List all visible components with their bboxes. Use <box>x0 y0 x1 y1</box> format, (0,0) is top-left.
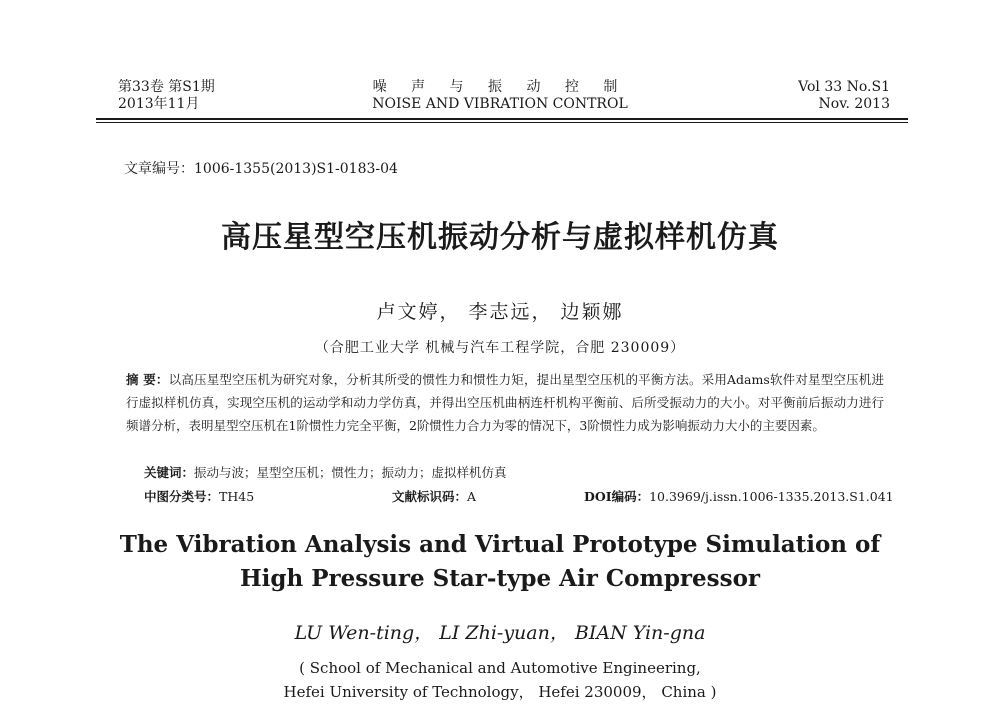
keywords-label: 关键词： <box>144 465 195 480</box>
header-rule-thin <box>96 122 908 123</box>
volume-en: Vol 33 No.S1 <box>798 79 890 95</box>
title-en-line1: The Vibration Analysis and Virtual Prototype Simulation of <box>119 531 881 558</box>
title-en-line2: High Pressure Star-type Air Compressor <box>239 565 761 592</box>
doi-value: 10.3969/j.issn.1006-1335.2013.S1.041 <box>649 489 894 504</box>
doi <box>584 487 894 505</box>
article-number: 文章编号：1006-1355(2013)S1-0183-04 <box>124 161 398 177</box>
authors-en: LU Wen-ting， LI Zhi-yuan， BIAN Yin-gna <box>294 622 706 644</box>
keywords <box>144 463 507 481</box>
clc-label: 中图分类号： <box>144 489 220 504</box>
document-code <box>392 487 476 505</box>
doc-code-label: 文献标识码： <box>392 489 468 504</box>
title-en <box>0 528 1000 596</box>
affiliation-en <box>0 656 1000 704</box>
abstract-label: 摘 要： <box>126 372 169 387</box>
doc-code-value: A <box>467 489 477 504</box>
header-right <box>798 79 890 113</box>
title-cn: 高压星型空压机振动分析与虚拟样机仿真 <box>221 220 779 255</box>
keywords-text: 振动与波；星型空压机；惯性力；振动力；虚拟样机仿真 <box>194 465 507 480</box>
date-en: Nov. 2013 <box>818 96 890 112</box>
header-rule-thick <box>96 118 908 120</box>
abstract-text: 以高压星型空压机为研究对象，分析其所受的惯性力和惯性力矩，提出星型空压机的平衡方法。采用Adams软件对星型空压机进行虚拟样机仿真，实现空压机的运动学和动力学仿真，并得出空压机曲柄连杆机构平衡前、后所受振动力的大小。对平衡前后振动力进行频谱分析，表明星型空压机在1阶惯性力完全平衡，2阶惯性力合力为零的情况下，3阶惯性力成为影响振动力大小的主要因素。 <box>126 372 884 433</box>
doi-label: DOI编码： <box>584 489 650 504</box>
journal-name-en: NOISE AND VIBRATION CONTROL <box>372 96 628 112</box>
abstract <box>126 368 884 437</box>
date-cn: 2013年11月 <box>118 96 200 112</box>
affiliation-en-line1: ( School of Mechanical and Automotive Engineering, <box>299 659 701 677</box>
affiliation-cn: （合肥工业大学 机械与汽车工程学院，合肥 230009） <box>314 340 686 356</box>
authors-cn: 卢文婷， 李志远， 边颖娜 <box>376 301 624 323</box>
clc-value: TH45 <box>219 489 255 504</box>
journal-name-cn: 噪 声 与 振 动 控 制 <box>372 79 628 95</box>
clc-number <box>144 487 254 505</box>
volume-cn: 第33卷 第S1期 <box>118 79 215 95</box>
affiliation-en-line2: Hefei University of Technology， Hefei 230009， China ) <box>283 683 717 701</box>
